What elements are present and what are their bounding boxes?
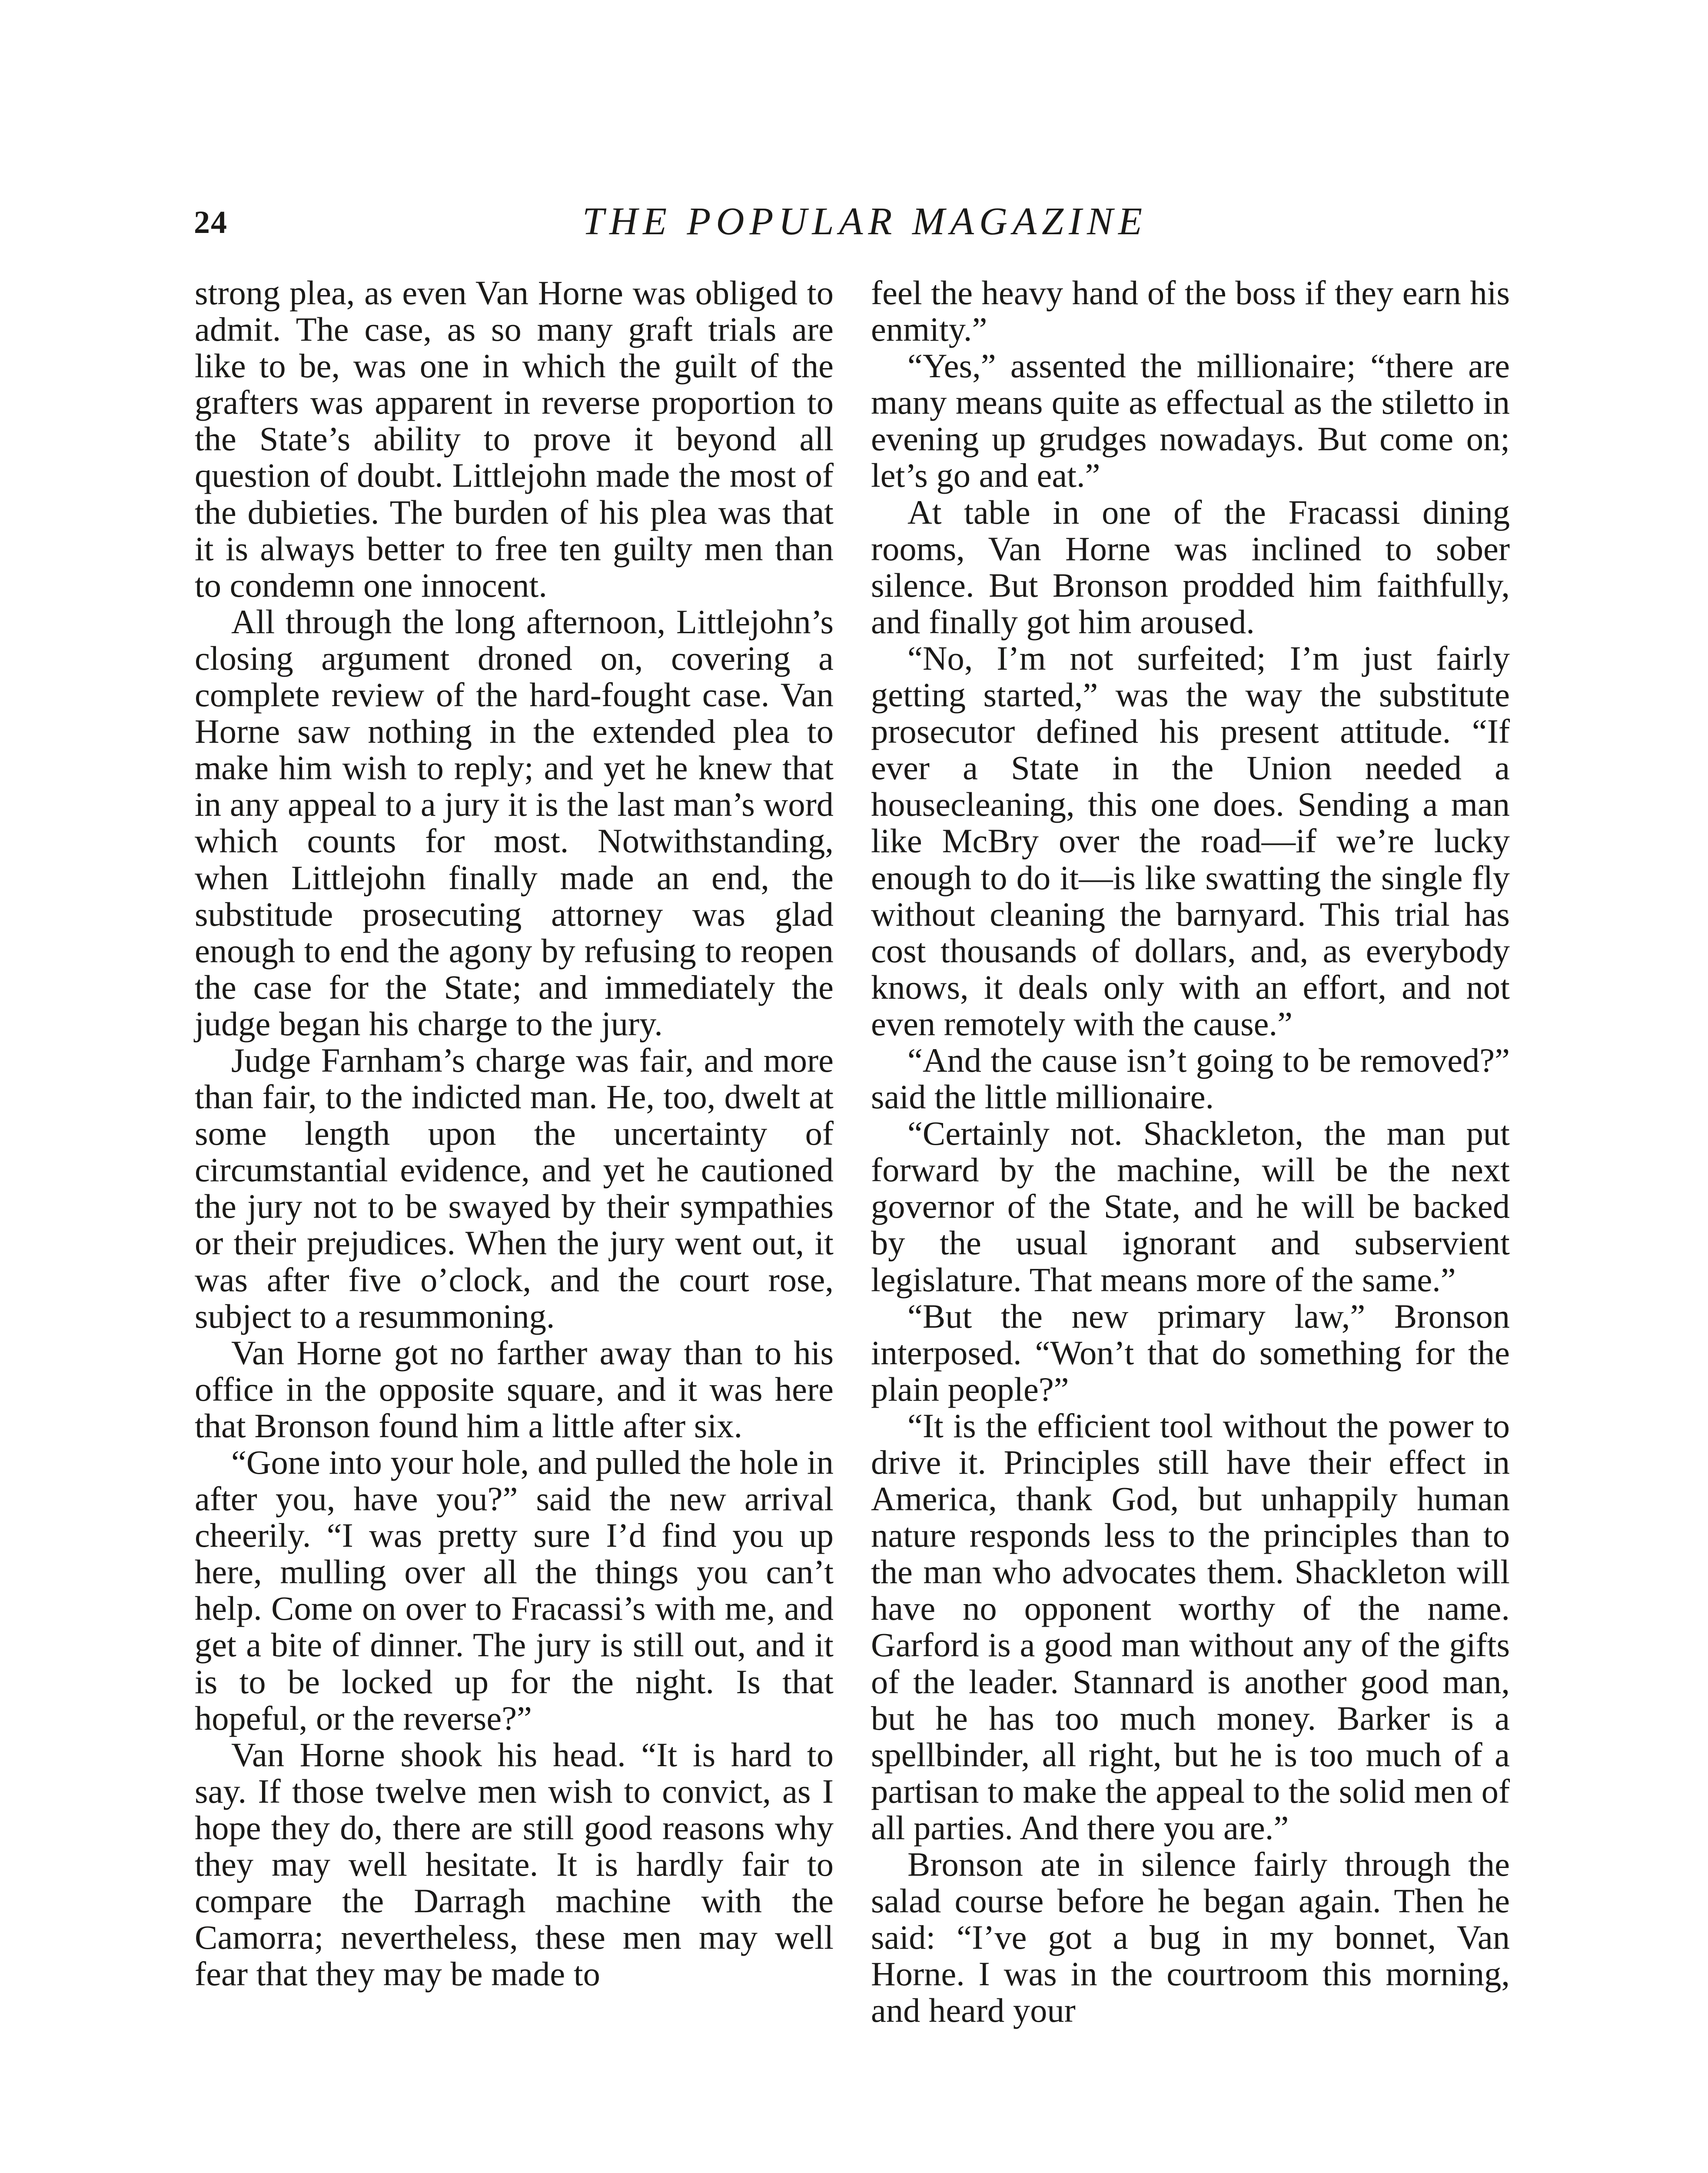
paragraph: “Gone into your hole, and pulled the hole in after you, have you?” said the new arrival cheerily. “I was pretty sure I’d find you up here, mulling over all the things you can’t help. Come on over to Fracassi’s with me, and get a bite of dinner. The jury is still out, and it is to be locked up for the night. Is that hopeful, or the reverse?”: [195, 1443, 834, 1737]
paragraph: “Yes,” assented the millionaire; “there are many means quite as effectual as the stiletto in evening up grudges nowadays. But come on; let’s go and eat.”: [871, 347, 1510, 495]
paragraph: Van Horne shook his head. “It is hard to say. If those twelve men wish to convict, as I hope they do, there are still good reasons why they may well hesitate. It is hardly fair to compare the Darragh machine with the Camorra; nevertheless, these men may well fear that they may be made to: [195, 1735, 834, 1993]
paragraph: Van Horne got no farther away than to his office in the opposite square, and it was here that Bronson found him a little after six.: [195, 1333, 834, 1445]
page-number: 24: [194, 205, 228, 240]
paragraph: All through the long afternoon, Littlejohn’s closing argument droned on, covering a complete review of the hard-fought case. Van Horne saw nothing in the extended plea to make him wish to reply; and yet he knew that in any appeal to a jury it is the last man’s word which counts for most. Notwithstanding, when Littlejohn finally made an end, the substitude prosecuting attorney was glad enough to end the agony by refusing to reopen the case for the State; and immediately the judge began his charge to the jury.: [195, 602, 834, 1043]
paragraph: “But the new primary law,” Bronson interposed. “Won’t that do something for the plain people?”: [871, 1297, 1510, 1408]
paragraph: “And the cause isn’t going to be removed?” said the little millionaire.: [871, 1041, 1510, 1116]
paragraph: “It is the efficient tool without the power to drive it. Principles still have their effect in America, thank God, but unhappily human nature responds less to the principles than to the man who advocates them. Shackleton will have no opponent worthy of the name. Garford is a good man without any of the gifts of the leader. Stannard is another good man, but he has too much money. Barker is a spellbinder, all right, but he is too much of a partisan to make the appeal to the solid men of all parties. And there you are.”: [871, 1406, 1510, 1847]
running-title: THE POPULAR MAGAZINE: [582, 200, 1147, 243]
paragraph: “No, I’m not surfeited; I’m just fairly getting started,” was the way the substitute prosecutor defined his present attitude. “If ever a State in the Union needed a housecleaning, this one does. Sending a man like McBry over the road—if we’re lucky enough to do it—is like swatting the single fly without cleaning the barnyard. This trial has cost thousands of dollars, and, as everybody knows, it deals only with an effort, and not even remotely with the cause.”: [871, 639, 1510, 1043]
paragraph: Bronson ate in silence fairly through the salad course before he began again. Then he said: “I’ve got a bug in my bonnet, Van Horne. I was in the courtroom this morning, and heard your: [871, 1845, 1510, 2030]
paragraph: At table in one of the Fracassi dining rooms, Van Horne was inclined to sober silence. But Bronson prodded him faithfully, and finally got him aroused.: [871, 493, 1510, 641]
paragraph: Judge Farnham’s charge was fair, and more than fair, to the indicted man. He, too, dwelt at some length upon the uncertainty of circumstantial evidence, and yet he cautioned the jury not to be swayed by their sympathies or their prejudices. When the jury went out, it was after five o’clock, and the court rose, subject to a resummoning.: [195, 1041, 834, 1335]
paragraph: feel the heavy hand of the boss if they earn his enmity.”: [871, 274, 1510, 349]
left-column: [195, 275, 834, 1992]
paragraph: “Certainly not. Shackleton, the man put forward by the machine, will be the next governor of the State, and he will be backed by the usual ignorant and subservient legislature. That means more of the same.”: [871, 1114, 1510, 1299]
right-column: [871, 275, 1510, 2029]
paragraph: strong plea, as even Van Horne was obliged to admit. The case, as so many graft trials are like to be, was one in which the guilt of the grafters was apparent in reverse proportion to the State’s ability to prove it beyond all question of doubt. Littlejohn made the most of the dubieties. The burden of his plea was that it is always better to free ten guilty men than to condemn one innocent.: [195, 274, 834, 604]
page-header: [0, 0, 1708, 278]
